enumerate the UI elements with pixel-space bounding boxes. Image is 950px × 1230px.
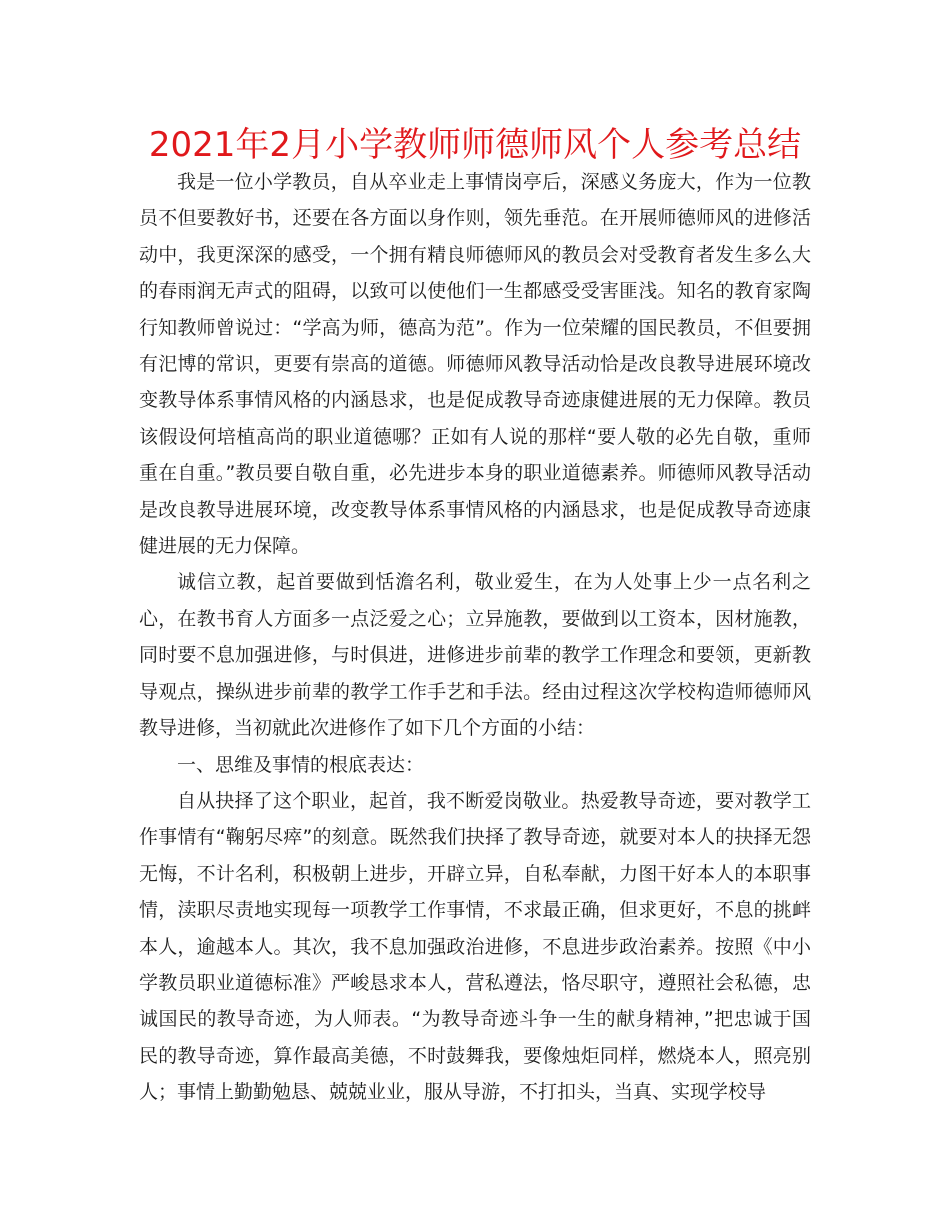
- document-body: [139, 164, 811, 1111]
- paragraph-integrity: 诚信立教，起首要做到恬澹名利，敬业爱生，在为人处事上少一点名利之心，在教书育人方面多一点泛爱之心；立异施教，要做到以工资本，因材施教，同时要不息加强进修，与时俱进，进修进步前辈的教学工作理念和要领，更新教导观点，操纵进步前辈的教学工作手艺和手法。经由过程这次学校构造师德师风教导进修，当初就此次进修作了如下几个方面的小结：: [139, 571, 811, 740]
- section-heading-1: 一、思维及事情的根底表达：: [177, 753, 425, 776]
- paragraph-intro: 我是一位小学教员，自从卒业走上事情岗亭后，深感义务庞大，作为一位教员不但要教好书，还要在各方面以身作则，领先垂范。在开展师德师风的进修活动中，我更深深的感受，一个拥有精良师德师风的教员会对受教育者发生多么大的春雨润无声式的阻碍，以致可以使他们一生都感受受害匪浅。知名的教育家陶行知教师曾说过：“学高为师，德高为范”。作为一位荣耀的国民教员，不但要拥有汜博的常识，更要有崇高的道德。师德师风教导活动恰是改良教导进展环境改变教导体系事情风格的内涵恳求，也是促成教导奇迹康健进展的无力保障。教员该假设何培植高尚的职业道德哪？正如有人说的那样“要人敬的必先自敬，重师重在自重。”教员要自敬自重，必先进步本身的职业道德素养。师德师风教导活动是改良教导进展环境，改变教导体系事情风格的内涵恳求，也是促成教导奇迹康健进展的无力保障。: [139, 171, 811, 558]
- document-title: 2021年2月小学教师师德师风个人参考总结: [148, 125, 802, 165]
- paragraph-dedication: 自从抉择了这个职业，起首，我不断爱岗敬业。热爱教导奇迹，要对教学工作事情有“鞠躬尽瘁”的刻意。既然我们抉择了教导奇迹，就要对本人的抉择无怨无悔，不计名利，积极朝上进步，开辟立异，自私奉献，力图干好本人的本职事情，渎职尽责地实现每一项教学工作事情，不求最正确，但求更好，不息的挑衅本人，逾越本人。其次，我不息加强政治进修，不息进步政治素养。按照《中小学教员职业道德标准》严峻恳求本人，营私遵法，恪尽职守，遵照社会私德，忠诚国民的教导奇迹，为人师表。“为教导奇迹斗争一生的献身精神，”把忠诚于国民的教导奇迹，算作最高美德，不时鼓舞我，要像烛炬同样，燃烧本人，照亮别人；事情上勤勤勉恳、兢兢业业，服从导游，不打扣头，当真、实现学校导: [139, 789, 811, 1104]
